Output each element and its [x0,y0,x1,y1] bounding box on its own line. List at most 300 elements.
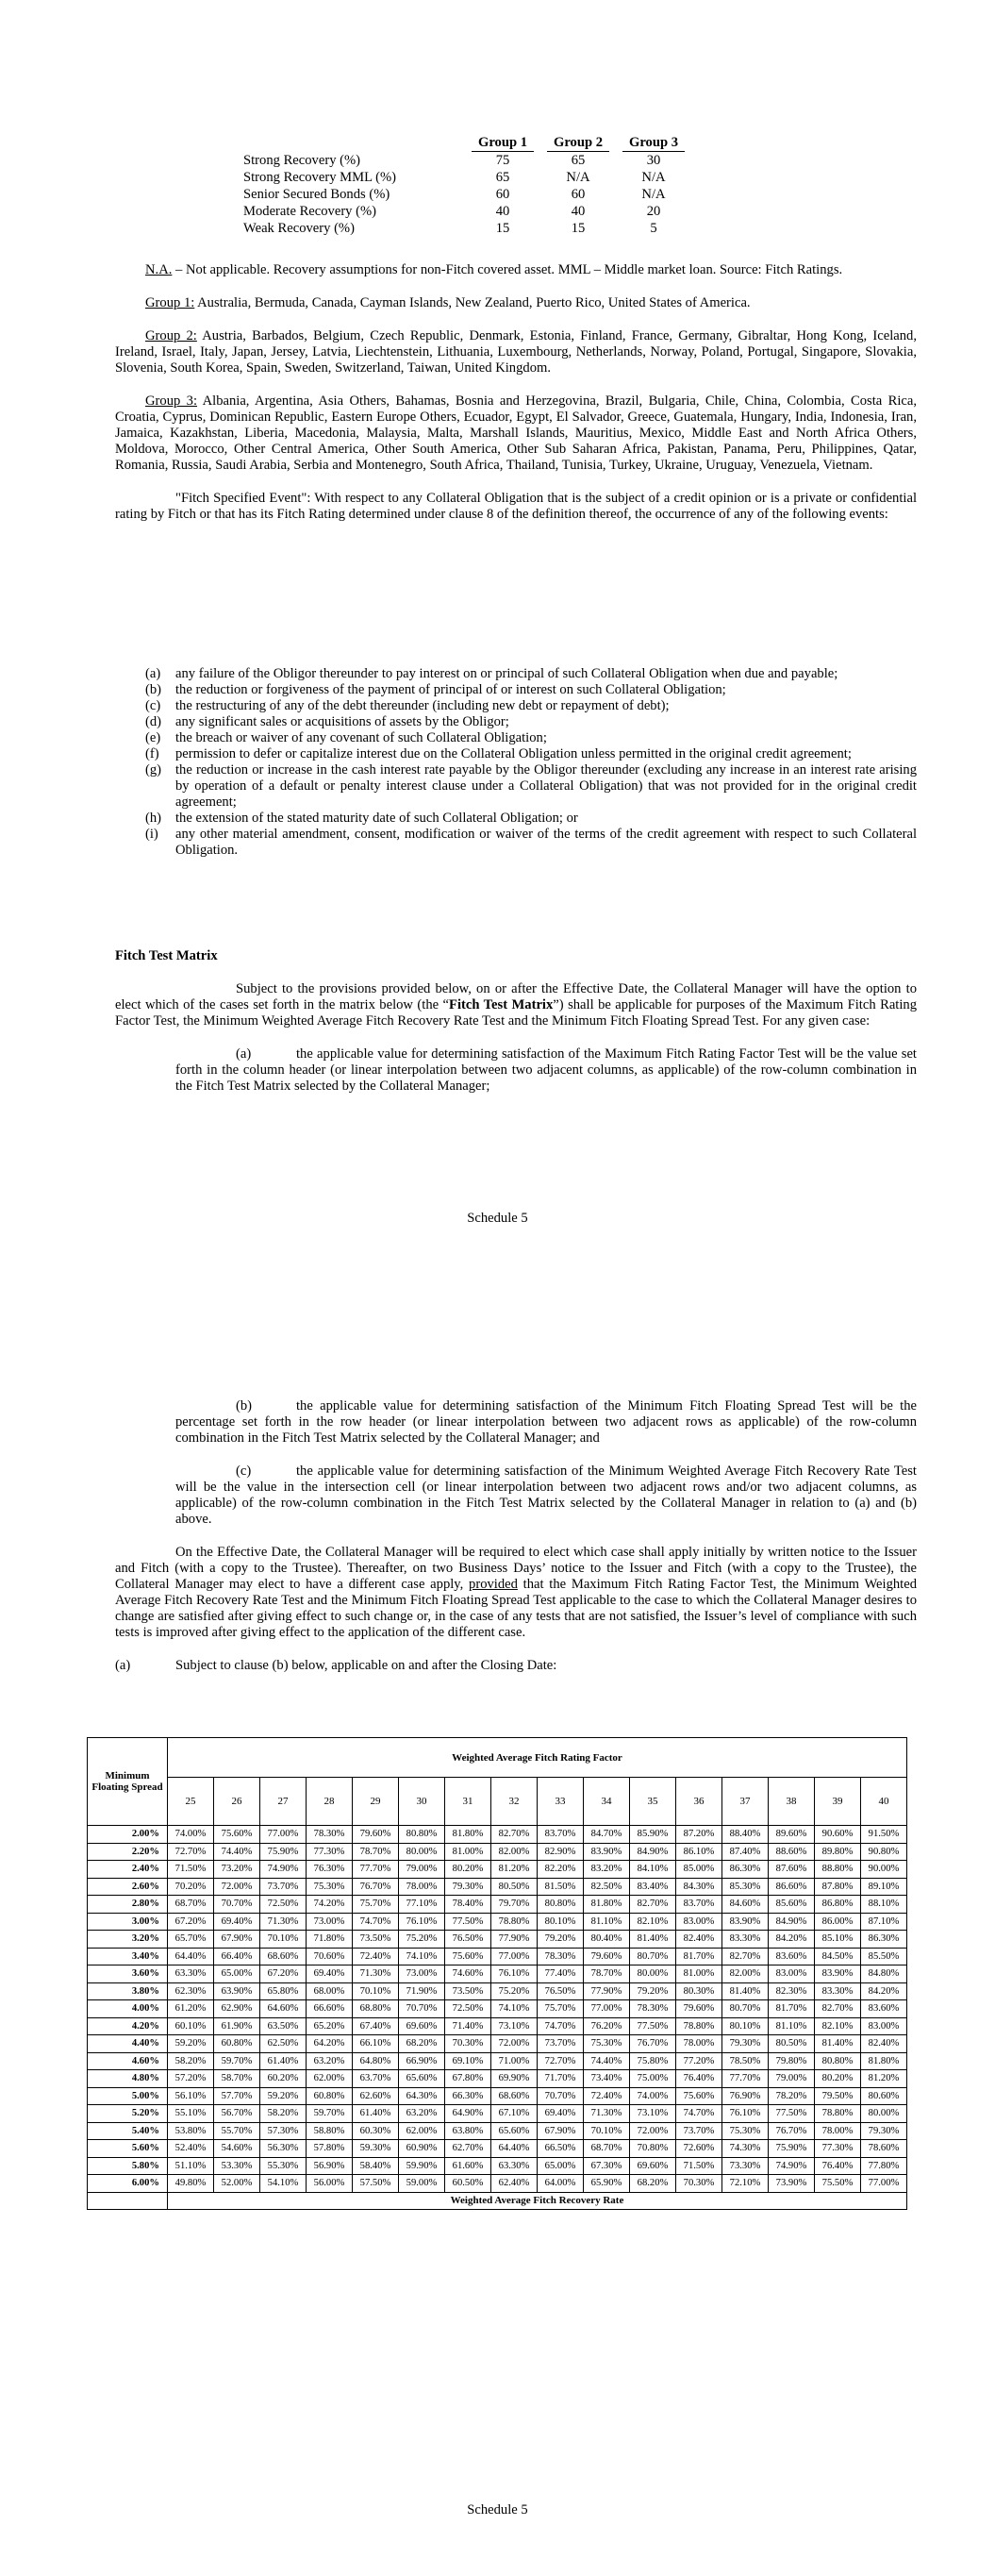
matrix-cell: 90.00% [861,1861,907,1879]
list-text: the extension of the stated maturity date of such Collateral Obligation; or [175,811,578,826]
matrix-cell: 83.70% [538,1826,584,1844]
matrix-cell: 87.10% [861,1913,907,1931]
matrix-cell: 86.80% [815,1896,861,1914]
matrix-cell: 85.60% [769,1896,815,1914]
matrix-cell: 66.10% [353,2035,399,2053]
matrix-cell: 86.10% [676,1843,722,1861]
matrix-cell: 73.30% [722,2157,769,2175]
matrix-cell: 49.80% [168,2175,214,2193]
matrix-cell: 82.50% [584,1878,630,1896]
table-row [88,2122,907,2140]
matrix-cell: 80.70% [630,1948,676,1965]
matrix-cell: 87.20% [676,1826,722,1844]
matrix-cell: 85.90% [630,1826,676,1844]
matrix-cell: 58.70% [214,2070,260,2088]
matrix-cell: 65.20% [307,2017,353,2035]
column-header: 29 [353,1778,399,1826]
matrix-cell: 81.80% [861,2052,907,2070]
matrix-cell: 65.00% [214,1965,260,1983]
matrix-cell: 73.10% [491,2017,538,2035]
matrix-cell: 73.20% [214,1861,260,1879]
matrix-cell: 68.70% [168,1896,214,1914]
matrix-cell: 58.40% [353,2157,399,2175]
matrix-cell: 73.50% [445,1982,491,2000]
fitch-specified-event-intro: "Fitch Specified Event": With respect to any Collateral Obligation that is the subject of a credit opinion or is a private or confidential rating by Fitch or that has its Fitch Rating determined under clause 8 of the definition thereof, the occurrence of any of the following events: [115,491,917,522]
matrix-cell: 86.30% [861,1931,907,1949]
matrix-cell: 76.90% [722,2087,769,2105]
table-row [88,2157,907,2175]
matrix-cell: 83.60% [861,2000,907,2018]
matrix-cell: 81.10% [769,2017,815,2035]
matrix-cell: 82.90% [538,1843,584,1861]
matrix-cell: 83.20% [584,1861,630,1879]
matrix-cell: 56.30% [260,2140,307,2158]
matrix-cell: 78.20% [769,2087,815,2105]
matrix-cell: 69.60% [399,2017,445,2035]
matrix-cell: 63.20% [399,2105,445,2123]
matrix-cell: 69.90% [491,2070,538,2088]
table-row [88,1861,907,1879]
table-row [88,2035,907,2053]
matrix-cell: 52.40% [168,2140,214,2158]
matrix-cell: 83.60% [769,1948,815,1965]
matrix-cell: 79.00% [769,2070,815,2088]
matrix-cell: 76.40% [815,2157,861,2175]
matrix-cell: 57.50% [353,2175,399,2193]
matrix-cell: 76.10% [491,1965,538,1983]
table-row [88,1948,907,1965]
matrix-cell: 70.10% [353,1982,399,2000]
matrix-cell: 67.90% [214,1931,260,1949]
recovery-value: 5 [650,221,657,236]
matrix-cell: 80.80% [538,1896,584,1914]
matrix-cell: 77.50% [445,1913,491,1931]
matrix-cell: 70.70% [399,2000,445,2018]
matrix-cell: 55.10% [168,2105,214,2123]
matrix-cell: 72.50% [260,1896,307,1914]
matrix-cell: 65.70% [168,1931,214,1949]
matrix-cell: 71.30% [584,2105,630,2123]
list-text: permission to defer or capitalize interest due on the Collateral Obligation unless permitted in the original credit agreement; [175,746,852,761]
row-spread: 4.60% [88,2052,168,2070]
matrix-cell: 74.10% [399,1948,445,1965]
matrix-cell: 75.70% [353,1896,399,1914]
matrix-cell: 80.80% [815,2052,861,2070]
matrix-cell: 72.40% [353,1948,399,1965]
matrix-cell: 71.30% [353,1965,399,1983]
matrix-cell: 60.10% [168,2017,214,2035]
matrix-cell: 82.00% [722,1965,769,1983]
matrix-cell: 71.30% [260,1913,307,1931]
matrix-cell: 52.00% [214,2175,260,2193]
matrix-cell: 76.70% [769,2122,815,2140]
group-2-header: Group 2 [547,134,609,152]
recovery-table [243,134,685,237]
row-spread: 5.40% [88,2122,168,2140]
column-header: 32 [491,1778,538,1826]
column-header: 30 [399,1778,445,1826]
recovery-row-label: Moderate Recovery (%) [243,204,377,219]
matrix-cell: 78.00% [676,2035,722,2053]
matrix-cell: 62.50% [260,2035,307,2053]
matrix-cell: 88.80% [815,1861,861,1879]
list-text: any other material amendment, consent, modification or waiver of the terms of the credit agreement with respect to such Collateral Obligation. [175,827,917,858]
matrix-cell: 84.20% [769,1931,815,1949]
matrix-cell: 82.10% [630,1913,676,1931]
matrix-cell: 83.90% [584,1843,630,1861]
matrix-cell: 62.90% [214,2000,260,2018]
matrix-cell: 80.60% [861,2087,907,2105]
matrix-cell: 84.90% [630,1843,676,1861]
matrix-cell: 83.40% [630,1878,676,1896]
list-text: the breach or waiver of any covenant of such Collateral Obligation; [175,730,547,745]
matrix-cell: 79.30% [445,1878,491,1896]
column-header: 26 [214,1778,260,1826]
matrix-cell: 70.70% [214,1896,260,1914]
matrix-cell: 54.10% [260,2175,307,2193]
row-spread: 3.20% [88,1931,168,1949]
matrix-cell: 66.90% [399,2052,445,2070]
matrix-cell: 78.50% [722,2052,769,2070]
matrix-cell: 87.60% [769,1861,815,1879]
matrix-cell: 76.50% [538,1982,584,2000]
list-text: any significant sales or acquisitions of assets by the Obligor; [175,714,509,729]
matrix-cell: 78.00% [815,2122,861,2140]
column-header: 34 [584,1778,630,1826]
matrix-cell: 80.30% [676,1982,722,2000]
recovery-value: 40 [571,204,586,219]
matrix-cell: 70.10% [260,1931,307,1949]
matrix-cell: 82.00% [491,1843,538,1861]
matrix-cell: 61.90% [214,2017,260,2035]
matrix-cell: 75.90% [260,1843,307,1861]
matrix-cell: 67.80% [445,2070,491,2088]
matrix-cell: 53.30% [214,2157,260,2175]
matrix-cell: 65.60% [491,2122,538,2140]
matrix-cell: 80.10% [722,2017,769,2035]
matrix-cell: 71.50% [168,1861,214,1879]
recovery-row [243,186,685,203]
matrix-cell: 76.30% [307,1861,353,1879]
matrix-cell: 79.20% [630,1982,676,2000]
matrix-cell: 80.00% [399,1843,445,1861]
matrix-cell: 60.30% [353,2122,399,2140]
matrix-cell: 73.70% [260,1878,307,1896]
matrix-cell: 80.00% [861,2105,907,2123]
matrix-cell: 79.60% [676,2000,722,2018]
matrix-cell: 67.20% [260,1965,307,1983]
matrix-cell: 59.90% [399,2157,445,2175]
matrix-cell: 78.70% [353,1843,399,1861]
matrix-cell: 86.30% [722,1861,769,1879]
matrix-intro: Subject to the provisions provided below, on or after the Effective Date, the Collateral Manager will have the option to elect which of the cases set forth in the matrix below (the “Fitch Test Matrix”) shall be applicable for purposes of the Maximum Fitch Rating Factor Test, the Minimum Weighted Average Fitch Recovery Rate Test and the Minimum Fitch Floating Spread Test. For any given case: [115,981,917,1029]
matrix-cell: 75.60% [214,1826,260,1844]
column-header: 27 [260,1778,307,1826]
notes-block [115,262,917,523]
matrix-cell: 74.20% [307,1896,353,1914]
matrix-cell: 70.10% [584,2122,630,2140]
matrix-cell: 84.90% [769,1913,815,1931]
matrix-cell: 81.80% [584,1896,630,1914]
matrix-cell: 72.40% [584,2087,630,2105]
event-list-item [115,730,917,746]
matrix-cell: 64.60% [260,2000,307,2018]
column-header: 31 [445,1778,491,1826]
matrix-cell: 79.00% [399,1861,445,1879]
matrix-cell: 76.70% [630,2035,676,2053]
event-list-item [115,682,917,698]
matrix-cell: 81.40% [630,1931,676,1949]
matrix-cell: 61.60% [445,2157,491,2175]
matrix-cell: 74.70% [538,2017,584,2035]
matrix-cell: 85.50% [861,1948,907,1965]
table-row [88,2175,907,2193]
matrix-cell: 88.40% [722,1826,769,1844]
matrix-cell: 86.60% [769,1878,815,1896]
event-list-item [115,714,917,730]
row-spread: 2.20% [88,1843,168,1861]
matrix-cell: 84.80% [861,1965,907,1983]
matrix-cell: 83.90% [722,1913,769,1931]
matrix-cell: 68.00% [307,1982,353,2000]
event-list-item [115,666,917,682]
matrix-cell: 81.40% [815,2035,861,2053]
matrix-cell: 59.30% [353,2140,399,2158]
matrix-cell: 78.40% [445,1896,491,1914]
matrix-cell: 77.90% [491,1931,538,1949]
recovery-value: 20 [646,204,661,219]
matrix-cell: 69.10% [445,2052,491,2070]
matrix-cell: 75.80% [630,2052,676,2070]
matrix-cell: 74.70% [353,1913,399,1931]
matrix-cell: 77.90% [584,1982,630,2000]
matrix-cell: 63.20% [307,2052,353,2070]
matrix-cell: 81.70% [769,2000,815,2018]
matrix-cell: 82.70% [491,1826,538,1844]
matrix-cell: 72.00% [214,1878,260,1896]
list-marker: (d) [145,714,162,729]
matrix-cell: 67.20% [168,1913,214,1931]
matrix-cell: 58.20% [168,2052,214,2070]
column-header: 36 [676,1778,722,1826]
matrix-cell: 75.20% [399,1931,445,1949]
matrix-cell: 74.40% [584,2052,630,2070]
matrix-cell: 79.60% [584,1948,630,1965]
matrix-cell: 74.00% [168,1826,214,1844]
matrix-cell: 83.00% [861,2017,907,2035]
matrix-cell: 89.80% [815,1843,861,1861]
matrix-cell: 78.30% [630,2000,676,2018]
table-row [88,2017,907,2035]
matrix-cell: 73.70% [538,2035,584,2053]
row-header-label: Minimum Floating Spread [88,1738,168,1826]
matrix-cell: 73.50% [353,1931,399,1949]
list-text: the reduction or forgiveness of the payment of principal of or interest on such Collateral Obligation; [175,682,726,697]
matrix-cell: 81.20% [861,2070,907,2088]
matrix-cell: 71.70% [538,2070,584,2088]
matrix-cell: 69.40% [307,1965,353,1983]
matrix-cell: 79.80% [769,2052,815,2070]
recovery-value: 40 [495,204,510,219]
table-row [88,1896,907,1914]
matrix-cell: 76.10% [722,2105,769,2123]
matrix-cell: 83.30% [815,1982,861,2000]
matrix-cell: 73.00% [307,1913,353,1931]
matrix-cell: 78.30% [307,1826,353,1844]
matrix-cell: 77.50% [769,2105,815,2123]
recovery-row [243,152,685,170]
column-header: 37 [722,1778,769,1826]
recovery-value: 15 [495,221,510,236]
matrix-cell: 62.40% [491,2175,538,2193]
table-row [88,2105,907,2123]
list-text: any failure of the Obligor thereunder to pay interest on or principal of such Collateral Obligation when due and payable; [175,666,838,681]
page-footer-1: Schedule 5 [467,1211,528,1226]
matrix-cell: 64.30% [399,2087,445,2105]
matrix-cell: 66.40% [214,1948,260,1965]
matrix-cell: 88.60% [769,1843,815,1861]
group-3-note: Group 3: Albania, Argentina, Asia Others, Bahamas, Bosnia and Herzegovina, Brazil, Bulgaria, Chile, China, Colombia, Costa Rica, Croatia, Cyprus, Dominican Republic, Eastern Europe Others, Ecuador, Egypt, El Salvador, Greece, Guatemala, Hungary, India, Indonesia, Iran, Jamaica, Kazakhstan, Liberia, Macedonia, Malaysia, Malta, Marshall Islands, Mauritius, Mexico, Middle East and North Africa Others, Moldova, Morocco, Other Central America, Other South America, Other Sub Saharan Africa, Pakistan, Panama, Peru, Philippines, Qatar, Romania, Russia, Saudi Arabia, Serbia and Montenegro, South Africa, Thailand, Tunisia, Turkey, Ukraine, Uruguay, Venezuela, Vietnam. [115,393,917,473]
matrix-cell: 76.20% [584,2017,630,2035]
matrix-cell: 59.20% [168,2035,214,2053]
matrix-cell: 79.30% [861,2122,907,2140]
clause-c: (c) the applicable value for determining satisfaction of the Minimum Weighted Average Fitch Recovery Rate Test will be the value in the intersection cell (or linear interpolation between two adjacent rows and/or two adjacent columns, as applicable) of the row-column combination in the Fitch Test Matrix selected by the Collateral Manager in relation to (a) and (b) above. [175,1464,917,1527]
matrix-cell: 73.90% [769,2175,815,2193]
matrix-cell: 65.00% [538,2157,584,2175]
event-list-item [115,827,917,859]
matrix-cell: 71.00% [491,2052,538,2070]
matrix-cell: 72.70% [168,1843,214,1861]
matrix-cell: 79.70% [491,1896,538,1914]
clauses-continued [115,1398,917,1674]
matrix-cell: 70.60% [307,1948,353,1965]
matrix-cell: 77.10% [399,1896,445,1914]
matrix-cell: 61.40% [260,2052,307,2070]
list-marker: (h) [145,811,162,826]
matrix-cell: 74.60% [445,1965,491,1983]
matrix-cell: 75.00% [630,2070,676,2088]
matrix-cell: 84.70% [584,1826,630,1844]
matrix-cell: 78.00% [399,1878,445,1896]
list-marker: (b) [145,682,162,697]
event-list-item [115,811,917,827]
matrix-cell: 89.10% [861,1878,907,1896]
list-marker: (g) [145,762,162,778]
matrix-cell: 78.80% [491,1913,538,1931]
matrix-cell: 69.40% [214,1913,260,1931]
matrix-cell: 62.60% [353,2087,399,2105]
row-spread: 2.40% [88,1861,168,1879]
row-spread: 5.60% [88,2140,168,2158]
matrix-cell: 81.00% [445,1843,491,1861]
row-spread: 5.20% [88,2105,168,2123]
section-heading: Fitch Test Matrix [115,948,218,963]
table-row [88,2140,907,2158]
matrix-cell: 81.00% [676,1965,722,1983]
matrix-cell: 74.00% [630,2087,676,2105]
matrix-cell: 63.30% [168,1965,214,1983]
matrix-cell: 62.00% [307,2070,353,2088]
matrix-cell: 67.90% [538,2122,584,2140]
recovery-value: N/A [566,170,590,185]
matrix-cell: 76.70% [353,1878,399,1896]
table-row [88,2052,907,2070]
matrix-cell: 79.60% [353,1826,399,1844]
table-row [88,1965,907,1983]
matrix-cell: 80.00% [630,1965,676,1983]
matrix-cell: 82.40% [676,1931,722,1949]
recovery-value: 60 [495,187,510,202]
recovery-value: 65 [495,170,510,185]
matrix-cell: 80.50% [491,1878,538,1896]
matrix-cell: 69.60% [630,2157,676,2175]
matrix-cell: 70.30% [445,2035,491,2053]
matrix-cell: 77.00% [584,2000,630,2018]
recovery-row-label: Senior Secured Bonds (%) [243,187,390,202]
row-spread: 4.80% [88,2070,168,2088]
matrix-cell: 61.40% [353,2105,399,2123]
matrix-cell: 88.10% [861,1896,907,1914]
matrix-cell: 66.60% [307,2000,353,2018]
matrix-cell: 73.00% [399,1965,445,1983]
matrix-cell: 70.30% [676,2175,722,2193]
matrix-cell: 74.30% [722,2140,769,2158]
matrix-cell: 78.80% [815,2105,861,2123]
row-spread: 5.80% [88,2157,168,2175]
column-header: 35 [630,1778,676,1826]
matrix-cell: 86.00% [815,1913,861,1931]
matrix-cell: 64.90% [445,2105,491,2123]
recovery-row [243,169,685,186]
recovery-value: 15 [571,221,586,236]
matrix-cell: 77.00% [260,1826,307,1844]
recovery-row [243,203,685,220]
matrix-caption: (a) Subject to clause (b) below, applicable on and after the Closing Date: [115,1658,557,1673]
matrix-cell: 80.70% [722,2000,769,2018]
matrix-cell: 58.20% [260,2105,307,2123]
matrix-cell: 83.90% [815,1965,861,1983]
matrix-cell: 81.10% [584,1913,630,1931]
matrix-cell: 57.70% [214,2087,260,2105]
matrix-cell: 84.20% [861,1982,907,2000]
matrix-cell: 63.50% [260,2017,307,2035]
matrix-cell: 80.10% [538,1913,584,1931]
matrix-cell: 76.40% [676,2070,722,2088]
matrix-cell: 57.20% [168,2070,214,2088]
matrix-cell: 77.70% [722,2070,769,2088]
recovery-value: N/A [641,187,666,202]
matrix-cell: 85.10% [815,1931,861,1949]
matrix-cell: 56.10% [168,2087,214,2105]
matrix-cell: 70.70% [538,2087,584,2105]
fitch-test-matrix-table [87,1737,907,2210]
matrix-cell: 76.50% [445,1931,491,1949]
row-spread: 3.60% [88,1965,168,1983]
matrix-cell: 77.00% [491,1948,538,1965]
group-3-header: Group 3 [622,134,685,152]
matrix-cell: 55.30% [260,2157,307,2175]
table-row [88,1843,907,1861]
matrix-cell: 75.70% [538,2000,584,2018]
matrix-cell: 60.90% [399,2140,445,2158]
matrix-cell: 68.70% [584,2140,630,2158]
page-footer-2: Schedule 5 [467,2502,528,2517]
matrix-cell: 72.50% [445,2000,491,2018]
matrix-cell: 79.50% [815,2087,861,2105]
matrix-cell: 79.20% [538,1931,584,1949]
matrix-cell: 72.10% [722,2175,769,2193]
list-marker: (c) [145,698,161,713]
